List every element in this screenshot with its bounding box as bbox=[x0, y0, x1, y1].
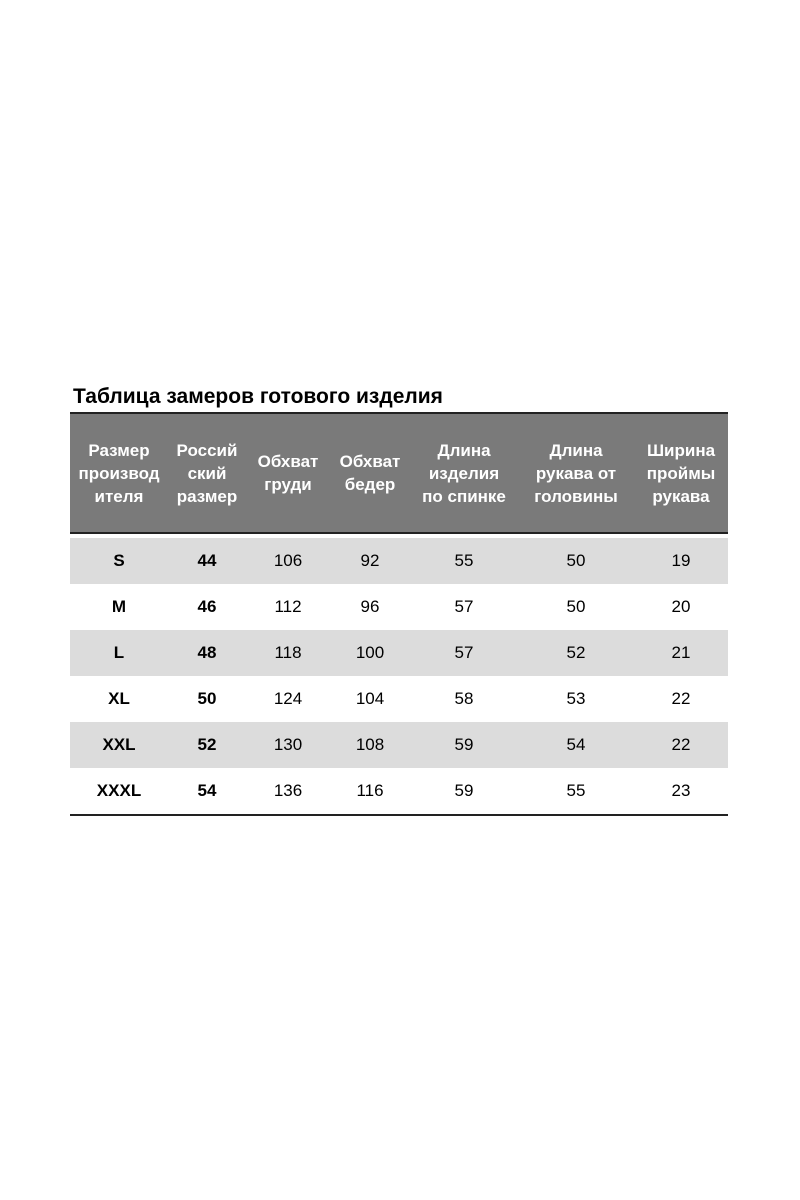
cell-back-length: 55 bbox=[454, 551, 474, 570]
cell-sleeve-length: 50 bbox=[566, 597, 586, 616]
table-title: Таблица замеров готового изделия bbox=[73, 385, 443, 408]
cell-russian-size: 50 bbox=[197, 689, 217, 708]
cell-russian-size: 54 bbox=[197, 781, 217, 800]
cell-hips: 100 bbox=[355, 643, 385, 662]
cell-armhole-width: 23 bbox=[671, 781, 691, 800]
cell-russian-size: 52 bbox=[197, 735, 217, 754]
header-hips: Обхват бедер bbox=[339, 452, 401, 494]
cell-chest: 112 bbox=[274, 597, 302, 616]
cell-back-length: 57 bbox=[454, 643, 474, 662]
size-chart-table bbox=[70, 412, 728, 816]
cell-chest: 136 bbox=[273, 781, 303, 800]
header-sleeve-length: Длина рукава от головины bbox=[534, 440, 618, 506]
cell-russian-size: 44 bbox=[197, 551, 217, 570]
cell-manufacturer-size: XXXL bbox=[96, 781, 142, 800]
cell-back-length: 58 bbox=[454, 689, 474, 708]
cell-sleeve-length: 54 bbox=[566, 735, 586, 754]
cell-armhole-width: 22 bbox=[671, 689, 691, 708]
cell-hips: 104 bbox=[355, 689, 385, 708]
cell-chest: 106 bbox=[273, 551, 303, 570]
header-chest: Обхват груди bbox=[257, 452, 319, 494]
table-row bbox=[70, 630, 728, 676]
cell-hips: 108 bbox=[355, 735, 385, 754]
cell-armhole-width: 22 bbox=[671, 735, 691, 754]
header-row bbox=[70, 413, 728, 533]
cell-back-length: 59 bbox=[454, 735, 474, 754]
table-row bbox=[70, 722, 728, 768]
cell-chest: 130 bbox=[273, 735, 303, 754]
cell-chest: 124 bbox=[273, 689, 303, 708]
cell-hips: 96 bbox=[360, 597, 380, 616]
cell-hips: 116 bbox=[356, 781, 384, 800]
header-back-length: Длина изделия по спинке bbox=[422, 440, 506, 506]
cell-manufacturer-size: XXL bbox=[102, 735, 136, 754]
header-russian-size: Россий ский размер bbox=[176, 440, 238, 506]
header-manufacturer-size: Размер производ ителя bbox=[78, 440, 160, 506]
cell-manufacturer-size: XL bbox=[108, 689, 130, 708]
table-row bbox=[70, 584, 728, 630]
table-row bbox=[70, 768, 728, 815]
cell-back-length: 59 bbox=[454, 781, 474, 800]
table-row bbox=[70, 538, 728, 584]
cell-sleeve-length: 50 bbox=[566, 551, 586, 570]
cell-manufacturer-size: L bbox=[113, 643, 125, 662]
cell-armhole-width: 19 bbox=[671, 551, 691, 570]
cell-sleeve-length: 55 bbox=[566, 781, 586, 800]
cell-chest: 118 bbox=[274, 643, 302, 662]
cell-armhole-width: 21 bbox=[671, 643, 691, 662]
cell-sleeve-length: 53 bbox=[566, 689, 586, 708]
cell-manufacturer-size: M bbox=[111, 597, 127, 616]
cell-manufacturer-size: S bbox=[113, 551, 125, 570]
cell-hips: 92 bbox=[360, 551, 380, 570]
cell-back-length: 57 bbox=[454, 597, 474, 616]
cell-russian-size: 46 bbox=[197, 597, 217, 616]
cell-russian-size: 48 bbox=[197, 643, 217, 662]
cell-armhole-width: 20 bbox=[671, 597, 691, 616]
table-row bbox=[70, 676, 728, 722]
header-armhole-width: Ширина проймы рукава bbox=[646, 440, 716, 506]
cell-sleeve-length: 52 bbox=[566, 643, 586, 662]
